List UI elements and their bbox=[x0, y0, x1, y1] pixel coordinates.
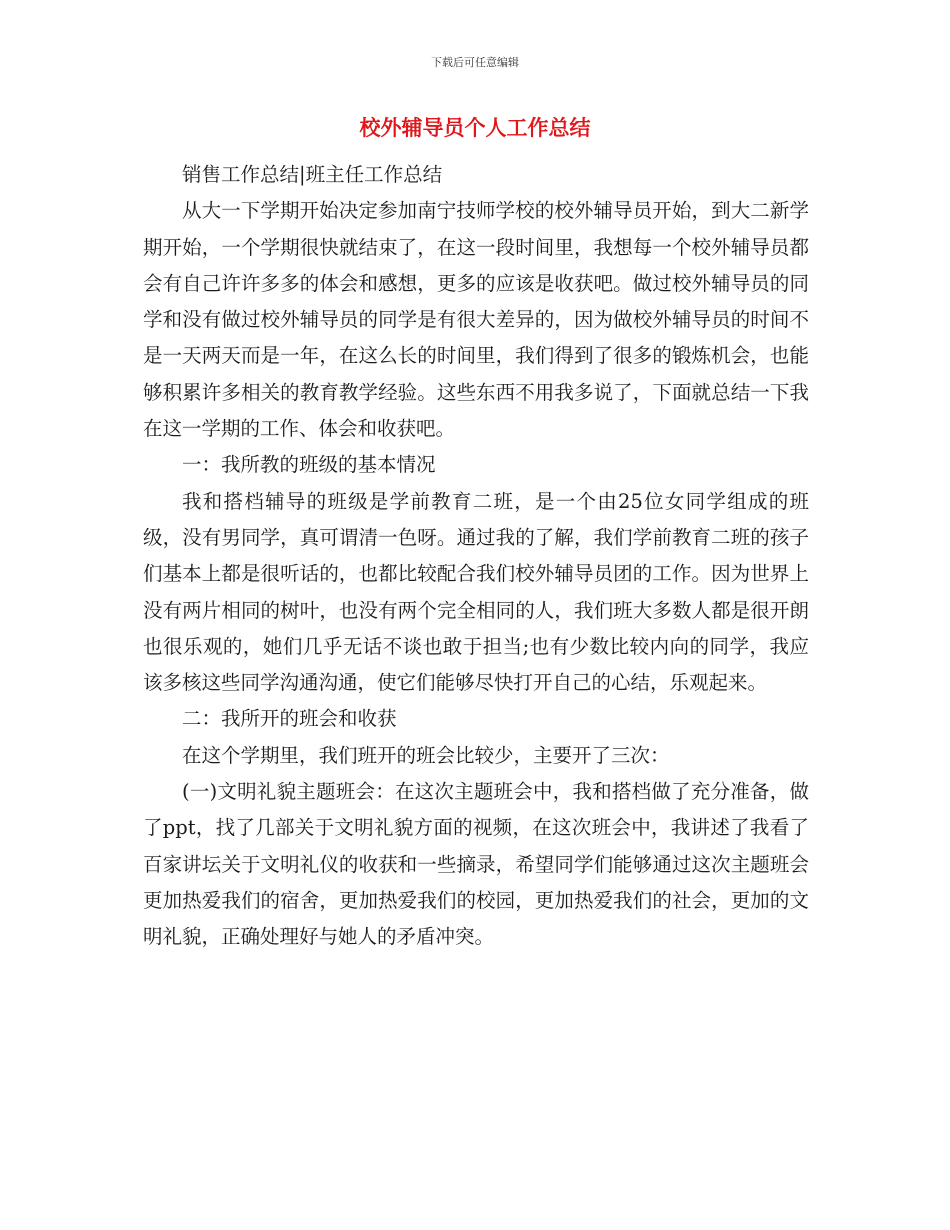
paragraph-meeting-one: (一)文明礼貌主题班会：在这次主题班会中，我和搭档做了充分准备，做了ppt，找了几部关于文明礼貌方面的视频，在这次班会中，我讲述了我看了百家讲坛关于文明礼仪的收获和一些摘录，希望同学们能够通过这次主题班会更加热爱我们的宿舍，更加热爱我们的校园，更加热爱我们的社会，更加的文明礼貌，正确处理好与她人的矛盾冲突。 bbox=[143, 780, 809, 949]
paragraph-class-situation: 我和搭档辅导的班级是学前教育二班，是一个由25位女同学组成的班级，没有男同学，真可谓清一色呀。通过我的了解，我们学前教育二班的孩子们基本上都是很听话的，也都比较配合我们校外辅导员团的工作。因为世界上没有两片相同的树叶，也没有两个完全相同的人，我们班大多数人都是很开朗也很乐观的，她们几乎无话不谈也敢于担当;也有少数比较内向的同学，我应该多核这些同学沟通沟通，使它们能够尽快打开自己的心结，乐观起来。 bbox=[143, 489, 809, 695]
section-heading-class-situation: 一：我所教的班级的基本情况 bbox=[182, 453, 436, 477]
document-title: 校外辅导员个人工作总结 bbox=[359, 116, 591, 140]
page-header-note: 下载后可任意编辑 bbox=[431, 56, 519, 69]
paragraph-meetings-overview: 在这个学期里，我们班开的班会比较少，主要开了三次： bbox=[182, 743, 670, 767]
paragraph-intro: 从大一下学期开始决定参加南宁技师学校的校外辅导员开始，到大二新学期开始，一个学期很快就结束了，在这一段时间里，我想每一个校外辅导员都会有自己许许多多的体会和感想，更多的应该是收获吧。做过校外辅导员的同学和没有做过校外辅导员的同学是有很大差异的，因为做校外辅导员的时间不是一天两天而是一年，在这么长的时间里，我们得到了很多的锻炼机会，也能够积累许多相关的教育教学经验。这些东西不用我多说了，下面就总结一下我在这一学期的工作、体会和收获吧。 bbox=[143, 199, 809, 441]
section-heading-class-meetings: 二：我所开的班会和收获 bbox=[182, 707, 397, 731]
paragraph-related-links: 销售工作总结|班主任工作总结 bbox=[182, 163, 443, 186]
document-body bbox=[143, 157, 809, 956]
